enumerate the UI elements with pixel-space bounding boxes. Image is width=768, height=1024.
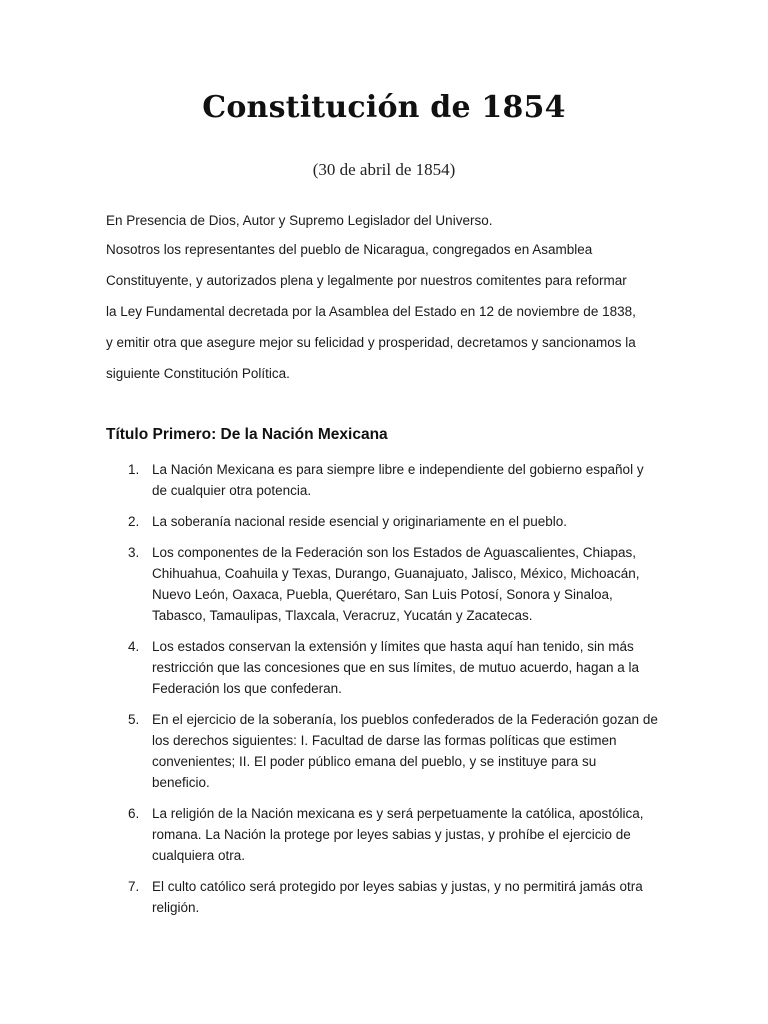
- articles-list: [106, 459, 666, 928]
- article-line: beneficio.: [152, 775, 210, 790]
- article-number: 3.: [128, 545, 140, 560]
- article-number: 4.: [128, 639, 140, 654]
- article-line: Nuevo León, Oaxaca, Puebla, Querétaro, San Luis Potosí, Sonora y Sinaloa,: [152, 587, 613, 602]
- article-number: 5.: [128, 712, 140, 727]
- preamble-line: En Presencia de Dios, Autor y Supremo Legislador del Universo.: [106, 213, 493, 228]
- article-line: La soberanía nacional reside esencial y originariamente en el pueblo.: [152, 514, 568, 529]
- document-date: (30 de abril de 1854): [312, 160, 456, 179]
- article-line: Los estados conservan la extensión y límites que hasta aquí han tenido, sin más: [152, 639, 634, 654]
- document-title: Constitución de 1854: [202, 90, 566, 125]
- article-line: Los componentes de la Federación son los Estados de Aguascalientes, Chiapas,: [152, 545, 637, 560]
- article-line: Tabasco, Tamaulipas, Tlaxcala, Veracruz, Yucatán y Zacatecas.: [152, 608, 533, 623]
- article-line: restricción que las concesiones que en sus límites, de mutuo acuerdo, hagan a la: [152, 660, 640, 675]
- article-line: los derechos siguientes: I. Facultad de darse las formas políticas que estimen: [152, 733, 617, 748]
- section-heading: Título Primero: De la Nación Mexicana: [106, 426, 388, 443]
- article-line: de cualquier otra potencia.: [152, 483, 312, 498]
- preamble-line: siguiente Constitución Política.: [106, 366, 290, 381]
- article-line: romana. La Nación la protege por leyes sabias y justas, y prohíbe el ejercicio de: [152, 827, 631, 842]
- article-line: convenientes; II. El poder público emana del pueblo, y se instituye para su: [152, 754, 597, 769]
- article-item: [106, 876, 666, 918]
- article-item: [106, 542, 666, 626]
- article-line: La religión de la Nación mexicana es y será perpetuamente la católica, apostólica,: [152, 806, 644, 821]
- article-line: La Nación Mexicana es para siempre libre e independiente del gobierno español y: [152, 462, 644, 477]
- article-item: [106, 459, 666, 501]
- article-number: 2.: [128, 514, 140, 529]
- preamble: [106, 208, 666, 392]
- article-number: 7.: [128, 879, 140, 894]
- article-line: Chihuahua, Coahuila y Texas, Durango, Guanajuato, Jalisco, México, Michoacán,: [152, 566, 640, 581]
- article-item: [106, 709, 666, 793]
- article-number: 6.: [128, 806, 140, 821]
- article-item: [106, 636, 666, 699]
- article-line: cualquiera otra.: [152, 848, 246, 863]
- article-line: religión.: [152, 900, 200, 915]
- preamble-line: Nosotros los representantes del pueblo de Nicaragua, congregados en Asamblea: [106, 242, 593, 257]
- article-line: El culto católico será protegido por leyes sabias y justas, y no permitirá jamás otra: [152, 879, 643, 894]
- preamble-line: y emitir otra que asegure mejor su felicidad y prosperidad, decretamos y sancionamos la: [106, 335, 636, 350]
- article-line: En el ejercicio de la soberanía, los pueblos confederados de la Federación gozan de: [152, 712, 658, 727]
- article-line: Federación los que confederan.: [152, 681, 342, 696]
- preamble-line: la Ley Fundamental decretada por la Asamblea del Estado en 12 de noviembre de 1838,: [106, 304, 636, 319]
- article-item: [106, 803, 666, 866]
- article-item: [106, 511, 666, 532]
- article-number: 1.: [128, 462, 140, 477]
- preamble-line: Constituyente, y autorizados plena y legalmente por nuestros comitentes para reformar: [106, 273, 627, 288]
